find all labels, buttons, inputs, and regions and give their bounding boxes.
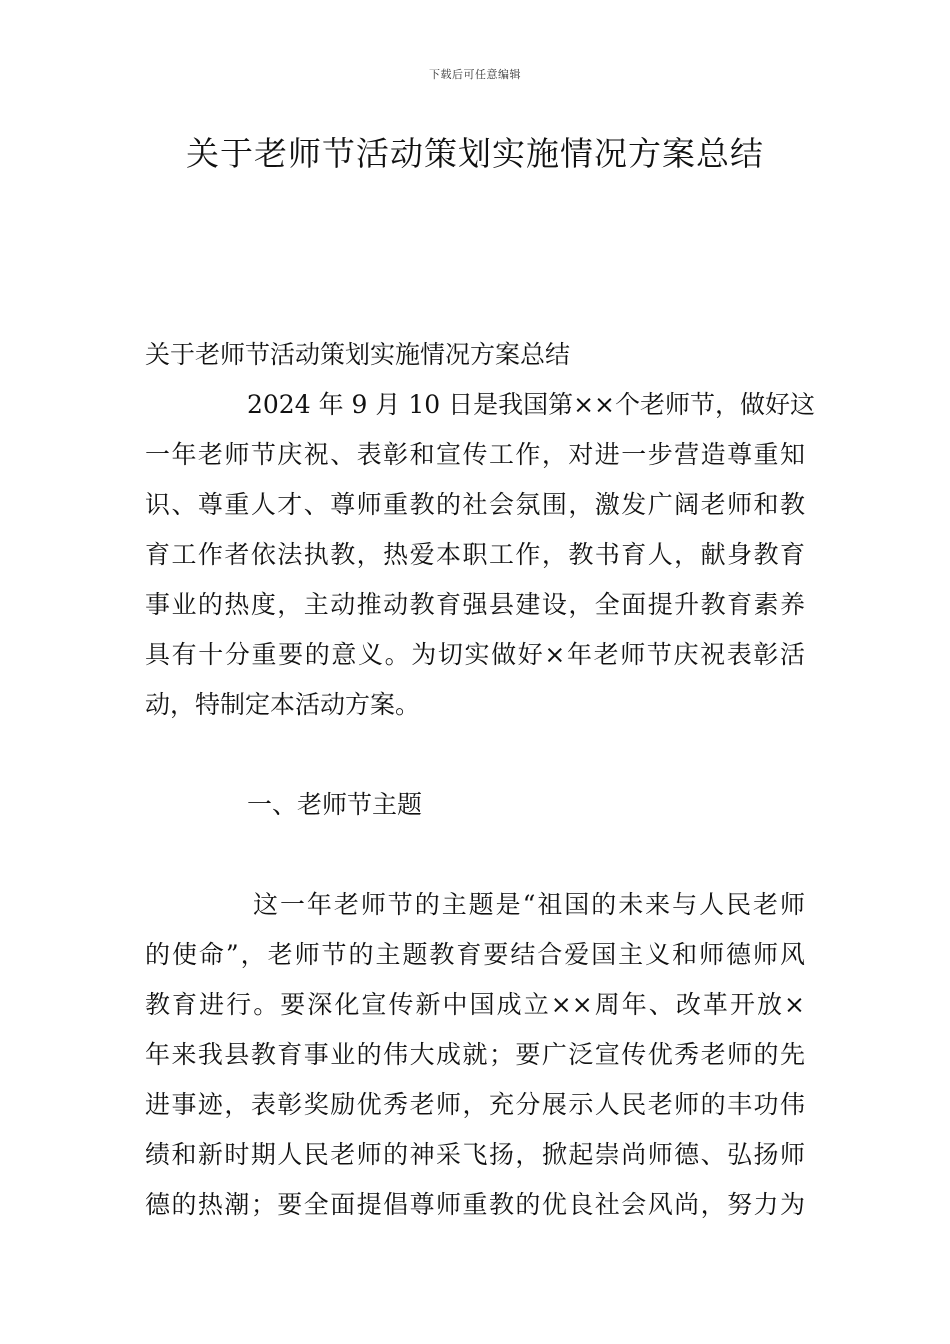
intro-heading: 关于老师节活动策划实施情况方案总结 (145, 340, 571, 369)
paragraph-line: 年来我县教育事业的伟大成就；要广泛宣传优秀老师的先 (145, 1040, 805, 1069)
paragraph-intro (145, 380, 815, 730)
paragraph-line: 这一年老师节的主题是“祖国的未来与人民老师 (253, 890, 805, 919)
paragraph-line: 绩和新时期人民老师的神采飞扬，掀起崇尚师德、弘扬师 (145, 1140, 805, 1169)
paragraph-line: 进事迹，表彰奖励优秀老师，充分展示人民老师的丰功伟 (145, 1090, 805, 1119)
paragraph-line: 2024 年 9 月 10 日是我国第××个老师节，做好这 (247, 390, 815, 419)
spacer (145, 730, 805, 780)
paragraph-line: 教育进行。要深化宣传新中国成立××周年、改革开放× (145, 990, 805, 1019)
paragraph-line: 一年老师节庆祝、表彰和宣传工作，对进一步营造尊重知 (145, 440, 805, 469)
paragraph-line: 事业的热度，主动推动教育强县建设，全面提升教育素养 (145, 590, 805, 619)
paragraph-line: 育工作者依法执教，热爱本职工作，教书育人，献身教育 (145, 540, 805, 569)
document-body (145, 330, 815, 1230)
paragraph-line: 动，特制定本活动方案。 (145, 690, 421, 719)
paragraph-line: 识、尊重人才、尊师重教的社会氛围，激发广阔老师和教 (145, 490, 805, 519)
paragraph-theme (145, 880, 805, 1230)
document-title: 关于老师节活动策划实施情况方案总结 (186, 134, 764, 173)
header-note: 下载后可任意编辑 (429, 68, 521, 81)
paragraph-line: 德的热潮；要全面提倡尊师重教的优良社会风尚，努力为 (145, 1190, 805, 1219)
section-heading: 一、老师节主题 (247, 790, 423, 819)
spacer (145, 830, 805, 880)
paragraph-line: 具有十分重要的意义。为切实做好×年老师节庆祝表彰活 (145, 640, 805, 669)
paragraph-line: 的使命”，老师节的主题教育要结合爱国主义和师德师风 (145, 940, 805, 969)
